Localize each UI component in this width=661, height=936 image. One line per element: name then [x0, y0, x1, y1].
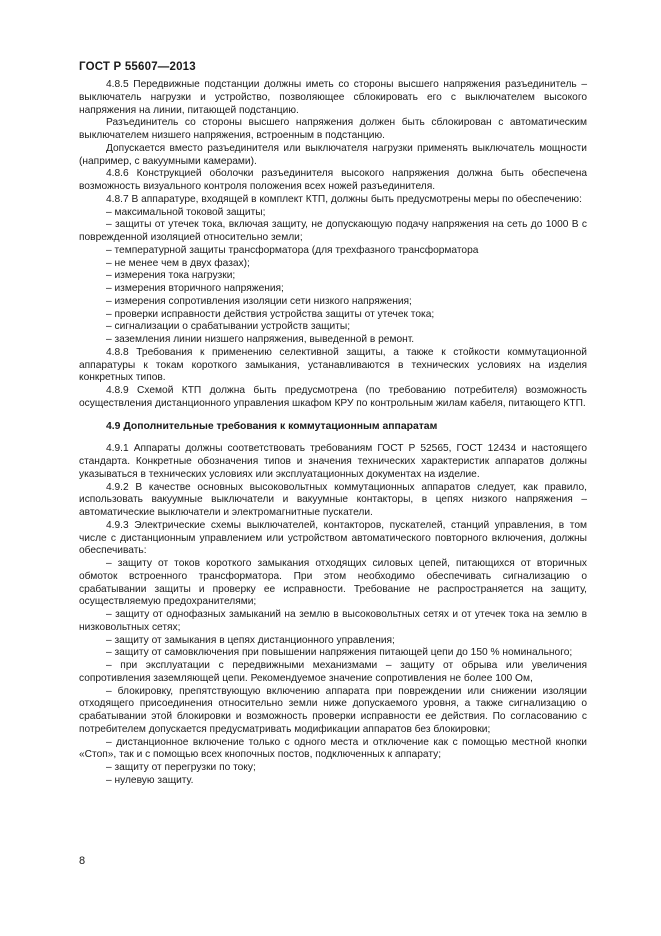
list-item: – защиты от утечек тока, включая защиту, не допускающую подачу напряжения на сеть до 1000 В с поврежденной изоляцией относительно земли; [79, 219, 587, 243]
list-item: – защиту от перегрузки по току; [106, 762, 256, 773]
paragraph-4-9-3: 4.9.3 Электрические схемы выключателей, контакторов, пускателей, станций управления, в том числе с дистанционным управлением или устройством автоматического повторного включения, должны обеспечивать: [79, 519, 587, 557]
list-item: – измерения сопротивления изоляции сети низкого напряжения; [106, 295, 412, 307]
page-number: 8 [79, 855, 86, 867]
list-item: – измерения тока нагрузки; [106, 270, 236, 282]
document-header: ГОСТ Р 55607—2013 [79, 61, 196, 73]
paragraph: Разъединитель со стороны высшего напряжения должен быть сблокирован с автоматическим выключателем низшего напряжения, встроенным в подстанцию. [79, 117, 587, 141]
paragraph: Допускается вместо разъединителя или выключателя нагрузки применять выключатель мощности (например, с вакуумными камерами). [79, 142, 587, 167]
section-title: 4.9 Дополнительные требования к коммутационным аппаратам [106, 420, 438, 432]
list-item: – измерения вторичного напряжения; [106, 283, 284, 294]
list-item: – защиту от однофазных замыканий на землю в высоковольтных сетях и от утечек тока на землю в низковольтных сетях; [79, 609, 587, 633]
list-item: – дистанционное включение только с одного места и отключение как с помощью местной кнопки «Стоп», так и с помощью всех кнопочных постов, подключенных к аппарату; [79, 736, 587, 761]
list-item: – заземления линии низшего напряжения, выведенной в ремонт. [106, 334, 415, 345]
list-item: – защиту от самовключения при повышении напряжения питающей цепи до 150 % номинального; [106, 647, 573, 659]
paragraph-4-8-8: 4.8.8 Требования к применению селективной защиты, а также к стойкости коммутационной аппаратуры к токам короткого замыкания, устанавливаются в технических условиях на изделия конкретных типов. [79, 346, 587, 384]
paragraph-4-8-9: 4.8.9 Схемой КТП должна быть предусмотрена (по требованию потребителя) возможность осуществления дистанционного управления шкафом КРУ по контрольным жилам кабеля, питающего КТП. [79, 385, 587, 409]
paragraph-4-9-2: 4.9.2 В качестве основных высоковольтных коммутационных аппаратов следует, как правило, использовать вакуумные выключатели и вакуумные контакторы, в цепях низкого напряжения – автоматические выключатели и электромагнитные пускатели. [79, 481, 587, 518]
list-item: – при эксплуатации с передвижными механизмами – защиту от обрыва или увеличения сопротивления заземляющей цепи. Рекомендуемое значение сопротивления не более 100 Ом, [79, 660, 587, 684]
list-item: – температурной защиты трансформатора (для трехфазного трансформатора [106, 244, 479, 256]
list-item: – проверки исправности действия устройства защиты от утечек тока; [106, 308, 435, 320]
list-item: – блокировку, препятствующую включению аппарата при повреждении или снижении изоляции отходящего присоединения относительно земли ниже допускаемого уровня, а также сигнализацию о срабатывании этой блокировки и возможность проверки исправности ее действия. По согласованию с потребителем допускается предусматривать модификации аппаратов без блокировки; [79, 685, 587, 735]
paragraph-4-8-5: 4.8.5 Передвижные подстанции должны иметь со стороны высшего напряжения разъединитель – выключатель нагрузки и устройство, позволяющее сблокировать его с выключателем высокого напряжения на линии, питающей подстанцию. [79, 79, 587, 116]
list-item: – защиту от токов короткого замыкания отходящих силовых цепей, питающихся от вторичных обмоток встроенного трансформатора. При этом необходимо обеспечивать сигнализацию о срабатывании защиты и проверку ее исправности. Требование не распространяется на защиту, осуществляемую предохранителями; [79, 558, 587, 608]
list-item: – не менее чем в двух фазах); [106, 257, 250, 269]
document-body [79, 79, 587, 788]
list-item: – сигнализации о срабатывании устройств защиты; [106, 321, 351, 333]
list-item: – нулевую защиту. [106, 774, 194, 786]
list-item: – максимальной токовой защиты; [106, 206, 266, 218]
paragraph-4-8-7: 4.8.7 В аппаратуре, входящей в комплект КТП, должны быть предусмотрены меры по обеспечению: [106, 193, 582, 205]
paragraph-4-9-1: 4.9.1 Аппараты должны соответствовать требованиям ГОСТ Р 52565, ГОСТ 12434 и настоящего стандарта. Конкретные обозначения типов и значения технических характеристик аппаратов должны указываться в технических условиях или эксплуатационных документах на изделие. [79, 443, 587, 480]
paragraph-4-8-6: 4.8.6 Конструкцией оболочки разъединителя высокого напряжения должна быть обеспечена возможность визуального контроля положения всех ножей разъединителя. [79, 168, 587, 192]
list-item: – защиту от замыкания в цепях дистанционного управления; [106, 634, 395, 646]
